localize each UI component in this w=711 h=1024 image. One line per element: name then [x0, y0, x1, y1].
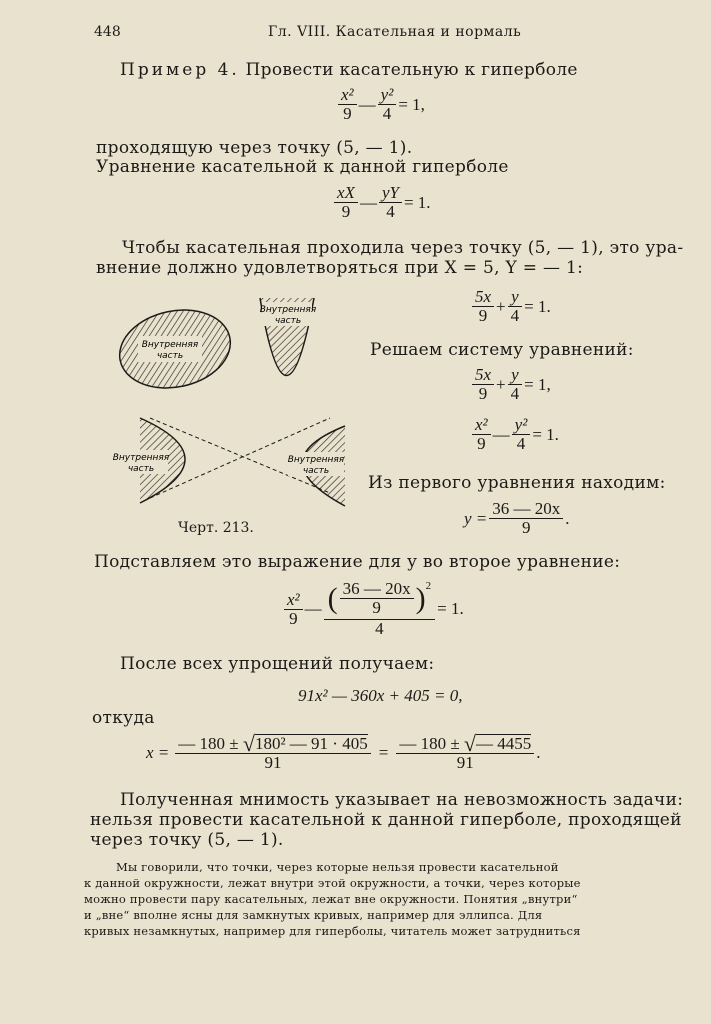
equation-end: . — [536, 743, 541, 762]
system-equation-1: $\frac{5x}{9}$ + $\frac{y}{4}$ = 1, — [470, 366, 551, 403]
frac-den: 9 — [478, 306, 488, 325]
substituted-equation: $\frac{\text{x²}}{9}$ — ( $\frac{36 — 20x}{9}$ ) $^2$ 4 = 1. — [282, 580, 464, 638]
conclusion-line-3: через точку (5, — 1). — [90, 830, 284, 850]
figure-caption: Черт. 213. — [178, 520, 254, 536]
conclusion-line-1: Полученная мнимость указывает на невозможность задачи: — [120, 790, 684, 810]
numerator-part: — 180 ± — [178, 733, 239, 753]
frac-den: 9 — [477, 434, 486, 453]
frac-den: 9 — [478, 384, 488, 403]
hyperbola-diagram — [113, 418, 345, 506]
frac-num: 5x — [472, 366, 494, 385]
frac-den: 4 — [382, 104, 392, 123]
conclusion-line-2: нельзя провести касательной к данной гиперболе, проходящей — [90, 810, 682, 830]
hyp-right-label-2: часть — [302, 466, 330, 476]
system-equation-2: $\frac{\text{x²}}{9}$ — $\frac{\text{y²}}{4}$ = 1. — [470, 416, 559, 453]
substitute-line: Подставляем это выражение для y во второе уравнение: — [94, 552, 621, 572]
footnote-line-5: кривых незамкнутых, например для гиперболы, читатель может затрудниться — [84, 924, 581, 938]
footnote-line-1: Мы говорили, что точки, через которые нельзя провести касательной — [116, 860, 559, 874]
example-title: Пример 4. — [120, 60, 240, 80]
running-header: Гл. VIII. Касательная и нормаль — [268, 24, 522, 40]
tangent-at-point-equation: $\frac{5x}{9}$ + $\frac{y}{4}$ = 1. — [470, 288, 551, 325]
equation-lhs: x = — [146, 743, 170, 762]
frac-den: 9 — [343, 104, 352, 123]
equation-rhs: = 1. — [437, 599, 464, 618]
frac-num: x² — [284, 591, 303, 610]
exponent: 2 — [425, 580, 432, 592]
frac-den: 9 — [522, 518, 531, 537]
equation-rhs: = 1, — [524, 374, 551, 394]
y-expression — [464, 500, 570, 537]
whence-line: откуда — [92, 708, 155, 728]
frac-den: 9 — [372, 598, 381, 617]
frac-den: 4 — [516, 434, 526, 453]
parabola-label-2: часть — [274, 316, 302, 326]
frac-num: y — [508, 288, 522, 307]
hyp-left-label-2: часть — [127, 464, 155, 474]
ellipse-diagram — [112, 300, 237, 398]
frac-num: x² — [338, 86, 357, 105]
radicand: 180² — 91 · 405 — [254, 734, 368, 753]
tangent-equation: $\frac{xX}{9}$ — $\frac{yY}{4}$ = 1. — [332, 184, 431, 221]
frac-den: 4 — [510, 306, 520, 325]
frac-den: 4 — [510, 384, 520, 403]
frac-num: 36 — 20x — [489, 500, 563, 519]
page-number: 448 — [94, 24, 121, 40]
quadratic-equation: 91x² — 360x + 405 = 0, — [298, 686, 463, 705]
condition-line-1: Чтобы касательная проходила через точку (5, — 1), это ура- — [122, 238, 684, 258]
after-simplify-line: После всех упрощений получаем: — [120, 654, 435, 674]
frac-num: y² — [512, 416, 531, 435]
frac-den: 4 — [386, 202, 395, 221]
solve-intro: Решаем систему уравнений: — [370, 340, 634, 360]
frac-den: 91 — [456, 753, 474, 772]
frac-num: x² — [472, 416, 491, 435]
ellipse-label-2: часть — [156, 351, 184, 361]
frac-den: 9 — [341, 202, 351, 221]
tangent-intro: Уравнение касательной к данной гиперболе — [96, 157, 509, 177]
equation-rhs: = 1. — [532, 424, 559, 444]
hyp-right-label-1: Внутренняя — [287, 455, 345, 465]
footnote-line-2: к данной окружности, лежат внутри этой окружности, а точки, через которые — [84, 876, 581, 890]
condition-line-2: внение должно удовлетворяться при X = 5, Y = — 1: — [96, 258, 584, 278]
frac-num: yY — [379, 184, 402, 203]
frac-num: xX — [334, 184, 358, 203]
equation-rhs: = 1, — [398, 94, 425, 114]
frac-den: 9 — [289, 608, 298, 628]
equation-lhs: y = — [464, 508, 488, 528]
example-heading — [120, 60, 578, 80]
from-first-line: Из первого уравнения находим: — [368, 473, 666, 493]
frac-num: y² — [378, 86, 397, 105]
big-fraction: ( $\frac{36 — 20x}{9}$ ) $^2$ 4 — [324, 580, 436, 638]
parabola-label-1: Внутренняя — [259, 305, 317, 315]
frac-den: 91 — [264, 753, 282, 772]
frac-num: y — [508, 366, 522, 385]
hyperbola-equation: $\frac{\text{x²}}{9}$ — $\frac{\text{y²}}{4}$ = 1, — [336, 86, 425, 123]
radicand: — 4455 — [475, 734, 532, 753]
ellipse-label-1: Внутренняя — [141, 340, 199, 350]
equals-sign: = — [378, 743, 389, 762]
parabola-diagram — [260, 298, 317, 376]
frac-num: 5x — [472, 288, 494, 307]
frac-num: 36 — 20x — [340, 580, 414, 599]
through-point-line: проходящую через точку (5, — 1). — [96, 138, 413, 158]
equation-rhs: = 1. — [524, 296, 551, 316]
footnote-line-3: можно провести пару касательных, лежат вне окружности. Понятия „внутри“ — [84, 892, 578, 906]
figure-213 — [110, 288, 370, 538]
footnote-line-4: и „вне“ вполне ясны для замкнутых кривых, например для эллипса. Для — [84, 908, 543, 922]
solution-equation: x = — 180 ± √ 180² — 91 · 405 91 = — 180 ± √ — 4455 91 . — [146, 730, 541, 772]
equation-rhs: = 1. — [403, 192, 431, 212]
hyp-left-label-1: Внутренняя — [112, 453, 170, 463]
equation-end: . — [565, 508, 570, 528]
example-statement: Провести касательную к гиперболе — [245, 60, 578, 80]
frac-den: 4 — [375, 619, 384, 638]
numerator-part: — 180 ± — [399, 733, 460, 753]
